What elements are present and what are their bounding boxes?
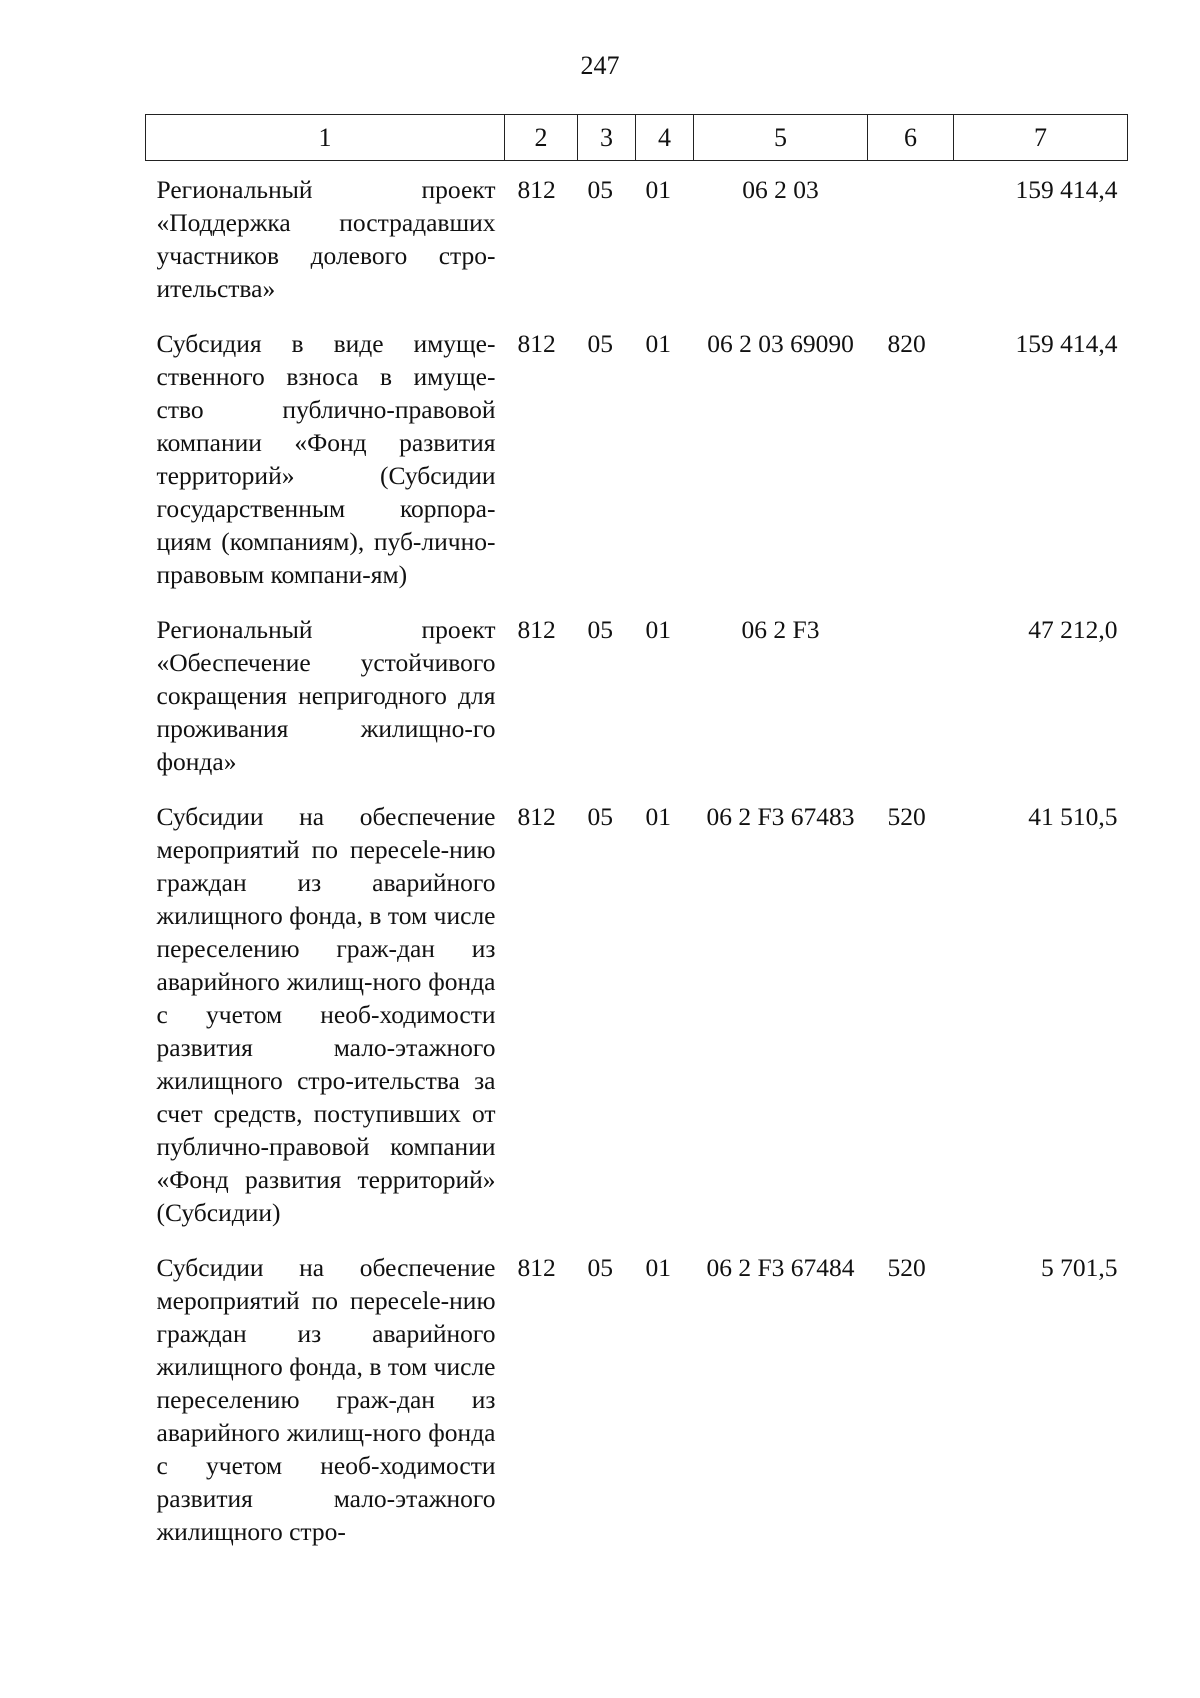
item-name: Субсидии на обеспечение мероприятий по пересele-нию граждан из аварийного жилищного фонда, в том числе переселению граж-дан из аварийного жилищ-ного фонда с учетом необ-ходимости развития мало-этажного жилищного стро- xyxy=(156,1253,496,1546)
table-body xyxy=(146,161,1128,1559)
header-col-7: 7 xyxy=(954,115,1128,161)
table-row xyxy=(146,315,1128,601)
item-amount: 5 701,5 xyxy=(1041,1253,1118,1282)
item-target-article: 06 2 F3 67484 xyxy=(706,1253,855,1282)
item-grbs-code: 812 xyxy=(517,329,556,358)
page-number: 247 xyxy=(580,51,620,80)
item-section-code: 05 xyxy=(587,329,613,358)
item-section-code: 05 xyxy=(587,802,613,831)
table-row xyxy=(146,788,1128,1239)
item-subsection-code: 01 xyxy=(645,615,671,644)
header-col-3: 3 xyxy=(578,115,636,161)
item-expense-type xyxy=(868,161,954,316)
header-row xyxy=(146,115,1128,161)
header-col-6: 6 xyxy=(868,115,954,161)
item-expense-type: 520 xyxy=(887,1253,926,1282)
item-subsection-code: 01 xyxy=(645,175,671,204)
item-name: Региональный проект «Обеспечение устойчивого сокращения непригодного для проживания жилищно-го фонда» xyxy=(156,615,496,776)
item-target-article: 06 2 03 69090 xyxy=(707,329,854,358)
item-name: Региональный проект «Поддержка пострадавших участников долевого стро-ительства» xyxy=(156,175,496,303)
budget-table xyxy=(145,114,1128,1558)
item-amount: 159 414,4 xyxy=(1015,175,1118,204)
header-col-1: 1 xyxy=(146,115,505,161)
item-amount: 159 414,4 xyxy=(1015,329,1118,358)
header-col-2: 2 xyxy=(505,115,578,161)
item-section-code: 05 xyxy=(587,1253,613,1282)
item-amount: 47 212,0 xyxy=(1028,615,1118,644)
item-expense-type xyxy=(868,601,954,788)
item-section-code: 05 xyxy=(587,175,613,204)
table-header xyxy=(146,115,1128,161)
table-row xyxy=(146,161,1128,316)
table-row xyxy=(146,601,1128,788)
item-expense-type: 820 xyxy=(887,329,926,358)
item-name: Субсидия в виде имуще-ственного взноса в имуще-ство публично-правовой компании «Фонд развития территорий» (Субсидии государственным корпора-циям (компаниям), пуб-лично-правовым компани-ям) xyxy=(156,329,496,589)
header-col-4: 4 xyxy=(636,115,694,161)
item-subsection-code: 01 xyxy=(645,802,671,831)
item-target-article: 06 2 03 xyxy=(742,175,819,204)
item-grbs-code: 812 xyxy=(517,175,556,204)
item-amount: 41 510,5 xyxy=(1028,802,1118,831)
item-expense-type: 520 xyxy=(887,802,926,831)
item-section-code: 05 xyxy=(587,615,613,644)
item-target-article: 06 2 F3 67483 xyxy=(706,802,855,831)
item-target-article: 06 2 F3 xyxy=(741,615,820,644)
item-grbs-code: 812 xyxy=(517,1253,556,1282)
item-subsection-code: 01 xyxy=(645,329,671,358)
table-row xyxy=(146,1239,1128,1558)
item-grbs-code: 812 xyxy=(517,615,556,644)
item-grbs-code: 812 xyxy=(517,802,556,831)
item-subsection-code: 01 xyxy=(645,1253,671,1282)
header-col-5: 5 xyxy=(694,115,868,161)
item-name: Субсидии на обеспечение мероприятий по пересele-нию граждан из аварийного жилищного фонда, в том числе переселению граж-дан из аварийного жилищ-ного фонда с учетом необ-ходимости развития мало-этажного жилищного стро-ительства за счет средств, поступивших от публично-правовой компании «Фонд развития территорий» (Субсидии) xyxy=(156,802,496,1227)
